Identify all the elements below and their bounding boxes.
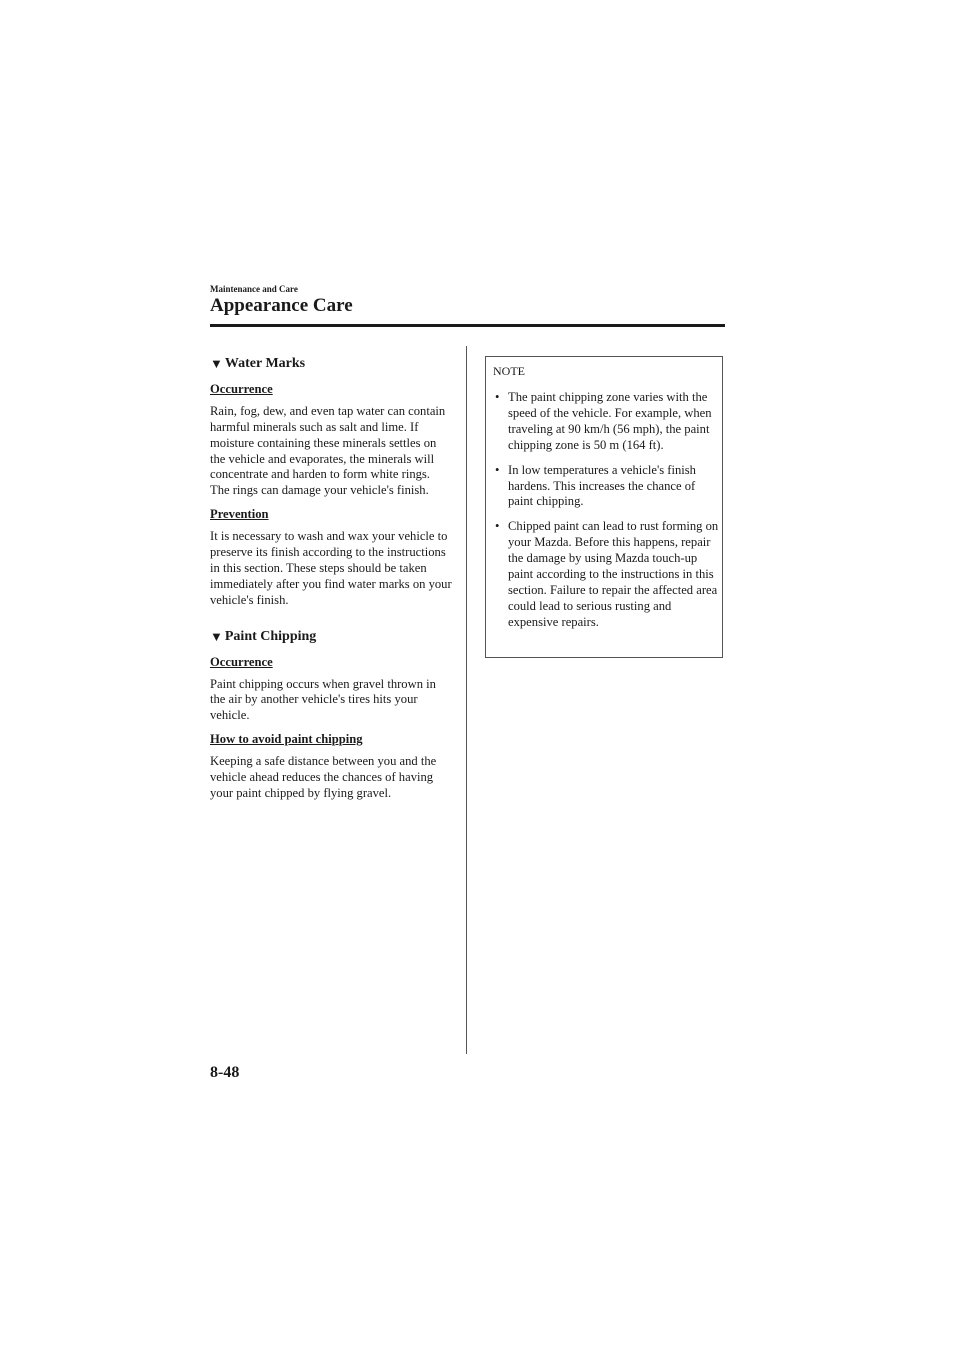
water-marks-occurrence-text: Rain, fog, dew, and even tap water can contain harmful minerals such as salt and lime. If moisture containing these minerals settles on the vehicle and evaporates, the minerals will concentrate and harden to form white rings. The rings can damage your vehicle's finish. (210, 403, 446, 498)
bullet-icon: • (495, 462, 500, 477)
paint-chipping-occurrence-text: Paint chipping occurs when gravel thrown in the air by another vehicle's tires hits your vehicle. (210, 676, 436, 723)
paint-chipping-avoid-label: How to avoid paint chipping (210, 732, 363, 747)
bullet-icon: • (495, 519, 500, 534)
triangle-down-icon: ▼ (210, 356, 223, 371)
note-item (486, 463, 724, 511)
water-marks-prevention-label: Prevention (210, 507, 269, 522)
note-item-text: The paint chipping zone varies with the speed of the vehicle. For example, when traveling at 90 km/h (56 mph), the paint chipping zone is 50 m (164 ft). (508, 390, 712, 452)
water-marks-heading-text: Water Marks (224, 356, 306, 371)
left-column (210, 356, 452, 810)
section-gap (210, 617, 452, 629)
note-item-text: Chipped paint can lead to rust forming on your Mazda. Before this happens, repair the damage by using Mazda touch-up paint according to the instructions in this section. Failure to repair the affected area could lead to serious rusting and expensive repairs. (508, 519, 719, 629)
bullet-icon: • (495, 390, 500, 404)
column-divider (466, 346, 467, 1054)
section-label: Maintenance and Care (210, 284, 298, 294)
note-item (486, 519, 724, 630)
paint-chipping-heading (210, 629, 452, 645)
paint-chipping-heading-text: Paint Chipping (224, 628, 317, 644)
paint-chipping-occurrence-label: Occurrence (210, 654, 273, 669)
note-list (486, 390, 724, 640)
note-item-text: In low temperatures a vehicle's finish hardens. This increases the chance of paint chipping. (508, 462, 696, 509)
header-rule (210, 324, 725, 327)
water-marks-occurrence-label: Occurrence (210, 381, 273, 396)
paint-chipping-avoid-text: Keeping a safe distance between you and the vehicle ahead reduces the chances of having your paint chipped by flying gravel. (210, 754, 437, 800)
note-item (486, 390, 724, 454)
page-title: Appearance Care (210, 295, 353, 316)
page-number: 8-48 (210, 1064, 240, 1081)
note-label: NOTE (493, 364, 525, 378)
water-marks-prevention-text: It is necessary to wash and wax your vehicle to preserve its finish according to the instructions in this section. These steps should be taken immediately after you find water marks on your vehicle's finish. (210, 529, 452, 607)
water-marks-heading (210, 356, 452, 372)
triangle-down-icon: ▼ (210, 628, 223, 644)
note-box (485, 356, 723, 658)
